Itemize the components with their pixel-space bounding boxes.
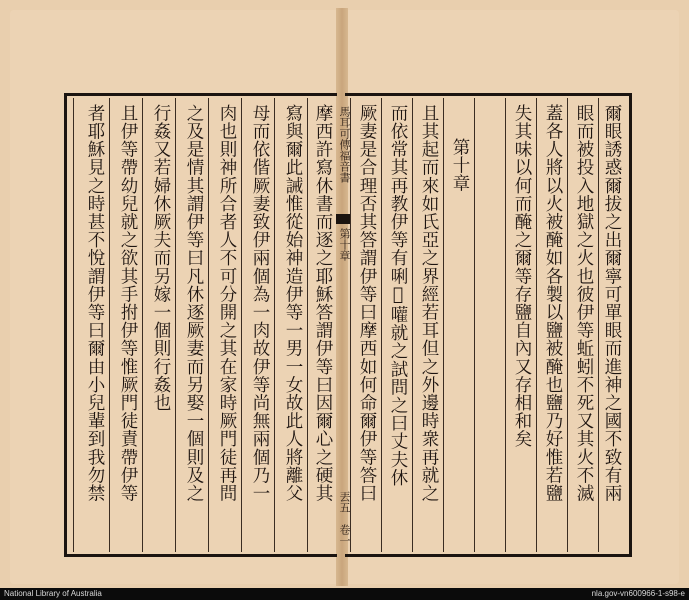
right-page-text-frame (345, 93, 632, 557)
text-column: 肉也則神所合者人不可分開之其在家時厥門徒再問 (208, 98, 242, 552)
left-page-text-frame (64, 93, 337, 557)
institution-label: National Library of Australia (4, 589, 102, 598)
text-column: 摩西許寫休書而逐之耶穌答謂伊等曰因爾心之硬其 (307, 98, 338, 552)
text-column: 失其味以何而醃之爾等存鹽自內又存相和矣 (505, 98, 537, 552)
text-column: 行姦又若婦休厥夫而另嫁一個則行姦也 (142, 98, 176, 552)
volume-label: 卷一 (338, 524, 351, 546)
text-column: 母而依偕厥妻致伊兩個為一肉故伊等尚無兩個乃一 (241, 98, 275, 552)
chapter-heading-column (443, 98, 475, 552)
text-column: 者耶穌見之時甚不悅謂伊等曰爾由小兒輩到我勿禁 (73, 98, 110, 552)
text-column: 蓋各人將以火被醃如各製以鹽被醃也鹽乃好惟若鹽 (536, 98, 568, 552)
text-column: 寫與爾此誡惟從始神造伊等一男一女故此人將離父 (274, 98, 308, 552)
text-column-blank (474, 98, 506, 552)
text-column: 眼而被投入地獄之火也彼伊等蚯蚓不死又其火不滅 (567, 98, 599, 552)
chapter-heading: 第十章 (450, 138, 470, 193)
text-column: 而依常其再教伊等有唎𠽋嚾就之試問之曰丈夫休 (381, 98, 413, 552)
text-column: 且其起而來如氏亞之界經若耳但之外邊時衆再就之 (412, 98, 444, 552)
page-number: 丟五 (338, 491, 351, 513)
book-title: 馬耳可傳福音書 (338, 106, 351, 183)
text-column: 之及是情其謂伊等曰凡休逐厥妻而另娶一個則及之 (175, 98, 209, 552)
footer-bar (0, 588, 689, 600)
text-column: 厥妻是合理否其答謂伊等曰摩西如何命爾伊等答曰 (350, 98, 382, 552)
text-column: 爾眼誘惑爾拔之出爾寧可單眼而進神之國不致有兩 (598, 98, 627, 552)
image-identifier: nla.gov-vn600966-1-s98-e (591, 589, 685, 598)
fish-tail-mark (336, 214, 350, 224)
chapter-label: 第十章 (338, 228, 351, 261)
text-column: 且伊等帶幼兒就之欲其手拊伊等惟厥門徒責帶伊等 (109, 98, 143, 552)
